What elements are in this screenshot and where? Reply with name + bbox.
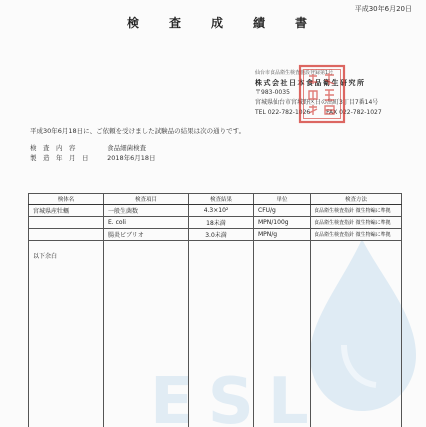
remark-text: 以下余白 (29, 241, 104, 427)
cell-method: 食品衛生検査指針 微生物編に準拠 (311, 205, 402, 217)
issuer-registration: 仙台市食品衛生検査施設登録第1号 (255, 70, 334, 76)
table-row (29, 217, 402, 229)
inspection-content-label: 検 査 内 容 (30, 144, 76, 152)
cell-item: 一般生菌数 (104, 205, 189, 217)
production-date-label: 製 造 年 月 日 (30, 154, 89, 162)
production-date-value: 2018年6月18日 (107, 154, 156, 162)
table-row (29, 205, 402, 217)
company-seal-stamp (298, 64, 346, 124)
cell-result: 4.3×10² (189, 205, 254, 217)
cell-sample (29, 229, 104, 241)
cell-result: 18未満 (189, 217, 254, 229)
empty-cell (104, 241, 189, 427)
table-row (29, 229, 402, 241)
empty-cell (189, 241, 254, 427)
issuer-address: 宮城県仙台市宮城野区日の出町3丁目7番14号 (255, 99, 379, 106)
cell-unit: MPN/g (254, 229, 311, 241)
production-date-field (30, 153, 156, 162)
header-item: 検査項目 (104, 194, 189, 205)
inspection-content-value: 食品細菌検査 (107, 144, 147, 152)
header-method: 検査方法 (311, 194, 402, 205)
report-title: 検査成績書 (127, 16, 338, 30)
cell-result: 3.0未満 (189, 229, 254, 241)
cell-method: 食品衛生検査指針 微生物編に準拠 (311, 229, 402, 241)
issuer-company-name: 株式会社日本食品衛生研究所 (255, 79, 366, 87)
header-result: 検査結果 (189, 194, 254, 205)
issuer-tel: TEL 022-782-1026 (255, 109, 311, 116)
cell-unit: MPN/100g (254, 217, 311, 229)
remark-row (29, 241, 402, 427)
table-header-row (29, 194, 402, 205)
issuer-postal-code: 〒983-0035 (255, 89, 290, 96)
header-unit: 単位 (254, 194, 311, 205)
cell-unit: CFU/g (254, 205, 311, 217)
watermark-lettering: ESL (150, 365, 323, 427)
empty-cell (311, 241, 402, 427)
issue-date: 平成30年6月20日 (354, 5, 412, 13)
cell-sample (29, 217, 104, 229)
inspection-results-table (28, 193, 402, 427)
empty-cell (254, 241, 311, 427)
cell-item: E. coli (104, 217, 189, 229)
issuer-fax: FAX 022-782-1027 (326, 109, 382, 116)
cell-method: 食品衛生検査指針 微生物編に準拠 (311, 217, 402, 229)
report-intro-text: 平成30年6月18日に、ご依頼を受けました試験品の結果は次の通りです。 (30, 127, 246, 135)
cell-item: 腸炎ビブリオ (104, 229, 189, 241)
inspection-content-field (30, 143, 146, 152)
header-sample: 検体名 (29, 194, 104, 205)
cell-sample: 宮城県産牡蠣 (29, 205, 104, 217)
